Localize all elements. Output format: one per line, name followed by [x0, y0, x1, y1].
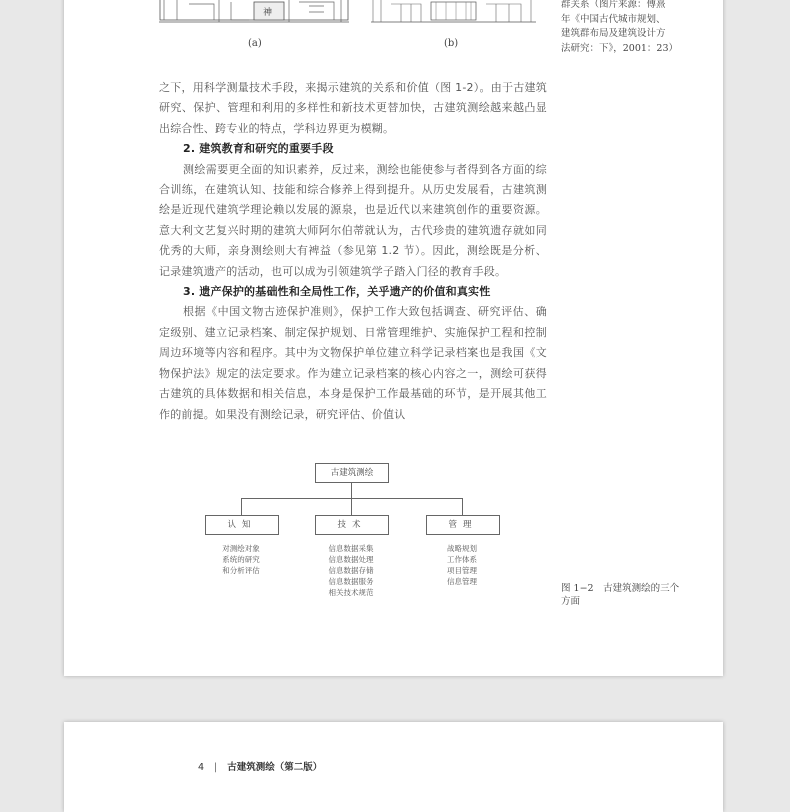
list-item: 相关技术规范 [328, 588, 374, 597]
document-page-next [64, 722, 723, 812]
caption-line: 建筑群布局及建筑设计方 [561, 28, 666, 39]
paragraph: 测绘需要更全面的知识素养，反过来，测绘也能使参与者得到各方面的综合训练，在建筑认知、技能和综合修养上得到提升。从历史发展看，古建筑测绘是近现代建筑学理论赖以发展的源泉，也是近代以来建筑创作的重要资源。意大利文艺复兴时期的建筑大师阿尔伯蒂就认为，古代珍贵的建筑遗存就如同优秀的大师，亲身测绘则大有裨益（参见第 1.2 节）。因此，测绘既是分析、记录建筑遗产的活动，也可以成为引领建筑学子踏入门径的教育手段。 [159, 162, 547, 278]
hierarchy-diagram [199, 465, 509, 607]
list-item: 信息数据采集 [328, 544, 374, 553]
diagram-list-management [426, 543, 498, 587]
figure-1-1-caption [561, 0, 686, 56]
footer-separator: | [214, 762, 218, 773]
list-item: 和分析评估 [222, 566, 260, 575]
figure-label-b: (b) [444, 38, 459, 49]
figure-label-a: (a) [248, 38, 262, 49]
list-item: 信息数据处理 [328, 555, 374, 564]
book-title: 古建筑测绘（第二版） [227, 762, 323, 773]
figure-1-2-caption: 图 1−2 古建筑测绘的三个方面 [561, 583, 680, 607]
caption-line: 群关系（图片来源：傅熹 [561, 0, 666, 10]
paragraph: 之下，用科学测量技术手段，来揭示建筑的关系和价值（图 1-2）。由于古建筑研究、保护、管理和利用的多样性和新技术更替加快，古建筑测绘越来越凸显出综合性、跨专业的特点，学科边界更为模糊。 [159, 81, 547, 135]
connector-line [241, 498, 242, 515]
page-footer [198, 759, 322, 773]
diagram-node-cognition: 认知 [205, 515, 279, 535]
list-item: 项目管理 [447, 566, 477, 575]
body-text [159, 78, 547, 425]
list-item: 工作体系 [447, 555, 477, 564]
page-number: 4 [198, 762, 205, 773]
diagram-root-node: 古建筑测绘 [315, 463, 389, 483]
section-heading: 2. 建筑教育和研究的重要手段 [183, 142, 334, 156]
connector-line [351, 482, 352, 498]
document-page [64, 0, 723, 676]
connector-line [462, 498, 463, 515]
caption-line: 法研究：下》，2001：23） [561, 42, 679, 54]
list-item: 战略规划 [447, 544, 477, 553]
diagram-node-technology: 技术 [315, 515, 389, 535]
caption-line: 年《中国古代城市规划、 [561, 13, 666, 25]
list-item: 系统的研究 [222, 555, 260, 564]
list-item: 信息数据服务 [328, 577, 374, 586]
list-item: 信息数据存储 [328, 566, 374, 575]
diagram-list-cognition [205, 543, 277, 576]
figure-a-drawing [159, 0, 349, 24]
diagram-node-management: 管理 [426, 515, 500, 535]
list-item: 对测绘对象 [222, 544, 260, 553]
list-item: 信息管理 [447, 577, 477, 586]
connector-line [351, 498, 352, 515]
section-heading: 3. 遗产保护的基础性和全局性工作，关乎遗产的价值和真实性 [183, 285, 491, 299]
diagram-list-technology [315, 543, 387, 598]
figure-a-fragment-text: 神 [263, 8, 273, 18]
paragraph: 根据《中国文物古迹保护准则》，保护工作大致包括调查、研究评估、确定级别、建立记录档案、制定保护规划、日常管理维护、实施保护工程和控制周边环境等内容和程序。其中为文物保护单位建立科学记录档案也是我国《文物保护法》规定的法定要求。作为建立记录档案的核心内容之一，测绘可获得古建筑的具体数据和相关信息，本身是保护工作最基础的环节，是开展其他工作的前提。如果没有测绘记录，研究评估、价值认 [159, 305, 547, 421]
figure-b-drawing [361, 0, 546, 24]
